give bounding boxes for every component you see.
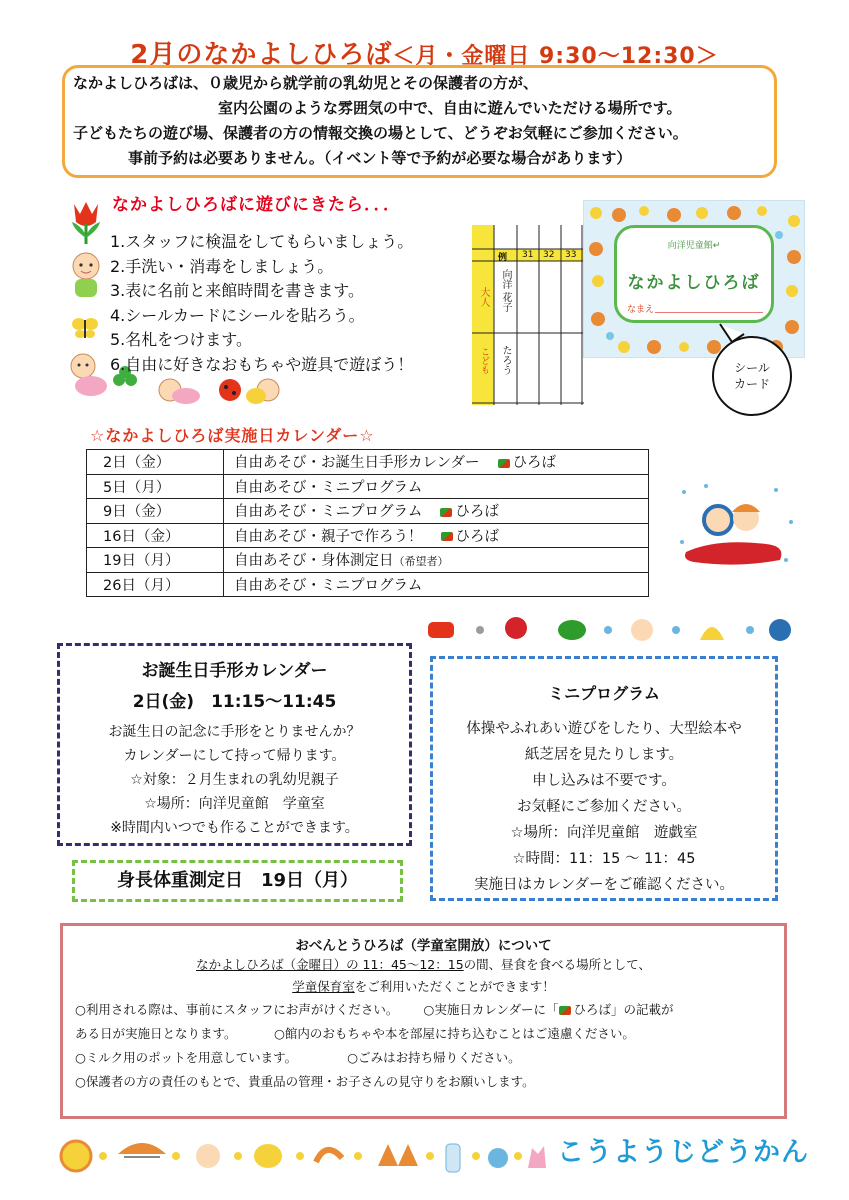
birthday-line: ※時間内いつでも作ることができます。 <box>110 820 359 836</box>
mini-program-line: 紙芝居を見たりします。 <box>524 747 684 763</box>
table-row <box>87 523 649 548</box>
step-item: 6.自由に好きなおもちゃや遊具で遊ぼう！ <box>110 354 414 374</box>
sheet-row-adult: 大人 <box>478 287 489 307</box>
mini-program-line: ☆時間：11：15 〜 11：45 <box>512 851 696 867</box>
lunch-bullet-line <box>63 1046 784 1070</box>
card-title: なかよしひろば <box>627 273 761 293</box>
lunch-line <box>63 976 784 998</box>
lunch-text: の間、昼食を食べる場所として、 <box>463 957 651 972</box>
mini-program-box <box>430 656 778 901</box>
card-caption: 向洋児童館↵ <box>667 241 721 251</box>
lunch-bullet-line <box>63 998 784 1022</box>
event-text: 自由あそび・ミニプログラム <box>234 479 423 496</box>
lunch-bullet: ○館内のおもちゃや本を部屋に持ち込むことはご遠慮ください。 <box>274 1026 635 1041</box>
table-row <box>87 499 649 524</box>
butterfly-icon <box>70 314 100 342</box>
birthday-line: ☆場所：向洋児童館 学童室 <box>144 796 325 812</box>
sheet-header-example: 例 <box>498 253 508 263</box>
lunch-text: をご利用いただくことができます！ <box>354 979 555 994</box>
hiroba-icon <box>498 459 510 468</box>
card-name-label: なまえ <box>627 305 655 315</box>
intro-box <box>62 65 777 178</box>
table-row <box>87 474 649 499</box>
intro-line: なかよしひろばは、０歳児から就学前の乳幼児とその保護者の方が、 <box>73 74 539 92</box>
lunch-heading: おべんとうひろば（学童室開放）について <box>295 938 552 954</box>
calendar-date: 19日（月） <box>87 548 224 573</box>
calendar-event <box>224 523 649 548</box>
hiroba-marker <box>440 504 499 520</box>
birthday-time: 2日(金) 11:15〜11:45 <box>132 692 337 712</box>
lunch-bullet: ある日が実施日となります。 <box>75 1026 237 1041</box>
birthday-calendar-box <box>57 643 412 846</box>
lunch-bullet: ○ミルク用のポットを用意しています。 <box>75 1050 298 1065</box>
sheet-header-date: 33 <box>565 250 577 260</box>
hiroba-icon <box>559 1006 571 1015</box>
step-item: 1.スタッフに検温をしてもらいましょう。 <box>110 232 414 251</box>
birthday-line: カレンダーにして持って帰ります。 <box>123 748 346 764</box>
title-main: 2月のなかよしひろば <box>130 40 393 70</box>
tulip-icon <box>68 200 104 246</box>
bubble-line: シール <box>734 361 770 375</box>
calendar-heading: ☆なかよしひろば実施日カレンダー☆ <box>90 426 375 445</box>
mini-program-heading: ミニプログラム <box>548 684 660 703</box>
birthday-line: ☆対象：２月生まれの乳幼児親子 <box>130 772 339 788</box>
hiroba-marker <box>441 529 500 545</box>
table-row <box>87 450 649 475</box>
sticker-card <box>583 200 805 358</box>
hiroba-label: ひろば <box>455 528 499 545</box>
mini-program-line: お気軽にご参加ください。 <box>517 799 691 815</box>
calendar-event <box>224 450 649 475</box>
bubble-line: カード <box>733 377 770 391</box>
hiroba-label: ひろば <box>455 504 499 521</box>
winter-border-decoration <box>420 612 800 648</box>
facility-name: こうようじどうかん <box>557 1137 809 1168</box>
mini-program-line: 体操やふれあい遊びをしたり、大型絵本や <box>466 721 742 737</box>
register-sheet <box>472 225 584 405</box>
calendar-event <box>224 499 649 524</box>
calendar-date: 5日（月） <box>87 474 224 499</box>
calendar-table <box>86 449 649 597</box>
sheet-example-child: たろう <box>500 345 511 375</box>
steps-heading: なかよしひろばに遊びにきたら．．． <box>112 195 401 215</box>
lunch-bullet-line <box>63 1022 784 1046</box>
event-text: 自由あそび・ミニプログラム <box>234 577 423 594</box>
hiroba-icon <box>440 508 452 517</box>
baby-items-border-decoration <box>58 1132 548 1178</box>
event-text: 自由あそび・身体測定日 <box>234 553 394 570</box>
hiroba-label: ひろば <box>512 455 557 472</box>
event-note: （希望者） <box>393 555 449 569</box>
sheet-header-date: 31 <box>522 250 534 260</box>
event-text: 自由あそび・ミニプログラム <box>234 504 423 521</box>
hiroba-icon <box>441 532 453 541</box>
table-row <box>87 572 649 597</box>
calendar-event <box>224 572 649 597</box>
calendar-event <box>224 474 649 499</box>
steps-list <box>110 230 413 377</box>
intro-line: 子どもたちの遊び場、保護者の方の情報交換の場として、どうぞお気軽にご参加ください。 <box>73 124 688 142</box>
sheet-header-date: 32 <box>543 250 555 260</box>
sheet-row-child: こども <box>479 347 489 374</box>
lunch-bullet: ○利用される際は、事前にスタッフにお声がけください。 <box>75 1002 399 1017</box>
hiroba-marker <box>498 455 557 471</box>
intro-line: 事前予約は必要ありません。（イベント等で予約が必要な場合があります） <box>128 149 632 167</box>
title-schedule: ＜月・金曜日 9:30〜12:30＞ <box>392 44 719 69</box>
card-inner <box>614 225 774 323</box>
mini-program-line: ☆場所：向洋児童館 遊戯室 <box>510 825 698 841</box>
lunch-line <box>63 954 784 976</box>
calendar-date: 9日（金） <box>87 499 224 524</box>
birthday-line: お誕生日の記念に手形をとりませんか？ <box>108 724 361 740</box>
lunch-room-underlined: 学童保育室 <box>292 979 355 994</box>
step-item: 3.表に名前と来館時間を書きます。 <box>110 281 364 300</box>
baby-icon <box>66 250 106 300</box>
lunch-time-underlined: なかよしひろば（金曜日）の 11：45〜12：15 <box>196 957 464 972</box>
speech-bubble <box>712 336 792 416</box>
birthday-heading: お誕生日手形カレンダー <box>141 661 328 681</box>
calendar-date: 16日（金） <box>87 523 224 548</box>
lunch-bullet: ○ごみはお持ち帰りください。 <box>347 1050 521 1065</box>
card-name-line <box>655 312 763 313</box>
event-text: 自由あそび・親子で作ろう！ <box>234 528 423 545</box>
sledding-kids-icon <box>676 482 796 572</box>
calendar-date: 26日（月） <box>87 572 224 597</box>
step-item: 5.名札をつけます。 <box>110 330 252 349</box>
mini-program-line: 申し込みは不要です。 <box>532 773 676 789</box>
babies-and-ladybug-icon <box>150 372 290 406</box>
lunch-bullet: ひろば」の記載が <box>573 1002 674 1017</box>
calendar-date: 2日（金） <box>87 450 224 475</box>
lunch-bullet: ○保護者の方の責任のもとで、貴重品の管理・お子さんの見守りをお願いします。 <box>75 1074 535 1089</box>
intro-line: 室内公園のような雰囲気の中で、自由に遊んでいただける場所です。 <box>218 99 682 117</box>
mini-program-line: 実施日はカレンダーをご確認ください。 <box>473 877 735 893</box>
lunch-bullet: ○実施日カレンダーに「 <box>423 1002 559 1017</box>
step-item: 2.手洗い・消毒をしましょう。 <box>110 256 334 276</box>
lunch-room-box <box>60 923 787 1119</box>
event-text: 自由あそび・お誕生日手形カレンダー <box>234 455 480 472</box>
sheet-example-adult: 向洋 花子 <box>500 269 511 313</box>
measurement-day-box: 身長体重測定日 19日（月） <box>72 860 403 902</box>
step-item: 4.シールカードにシールを貼ろう。 <box>110 305 365 325</box>
calendar-event <box>224 548 649 573</box>
table-row <box>87 548 649 573</box>
